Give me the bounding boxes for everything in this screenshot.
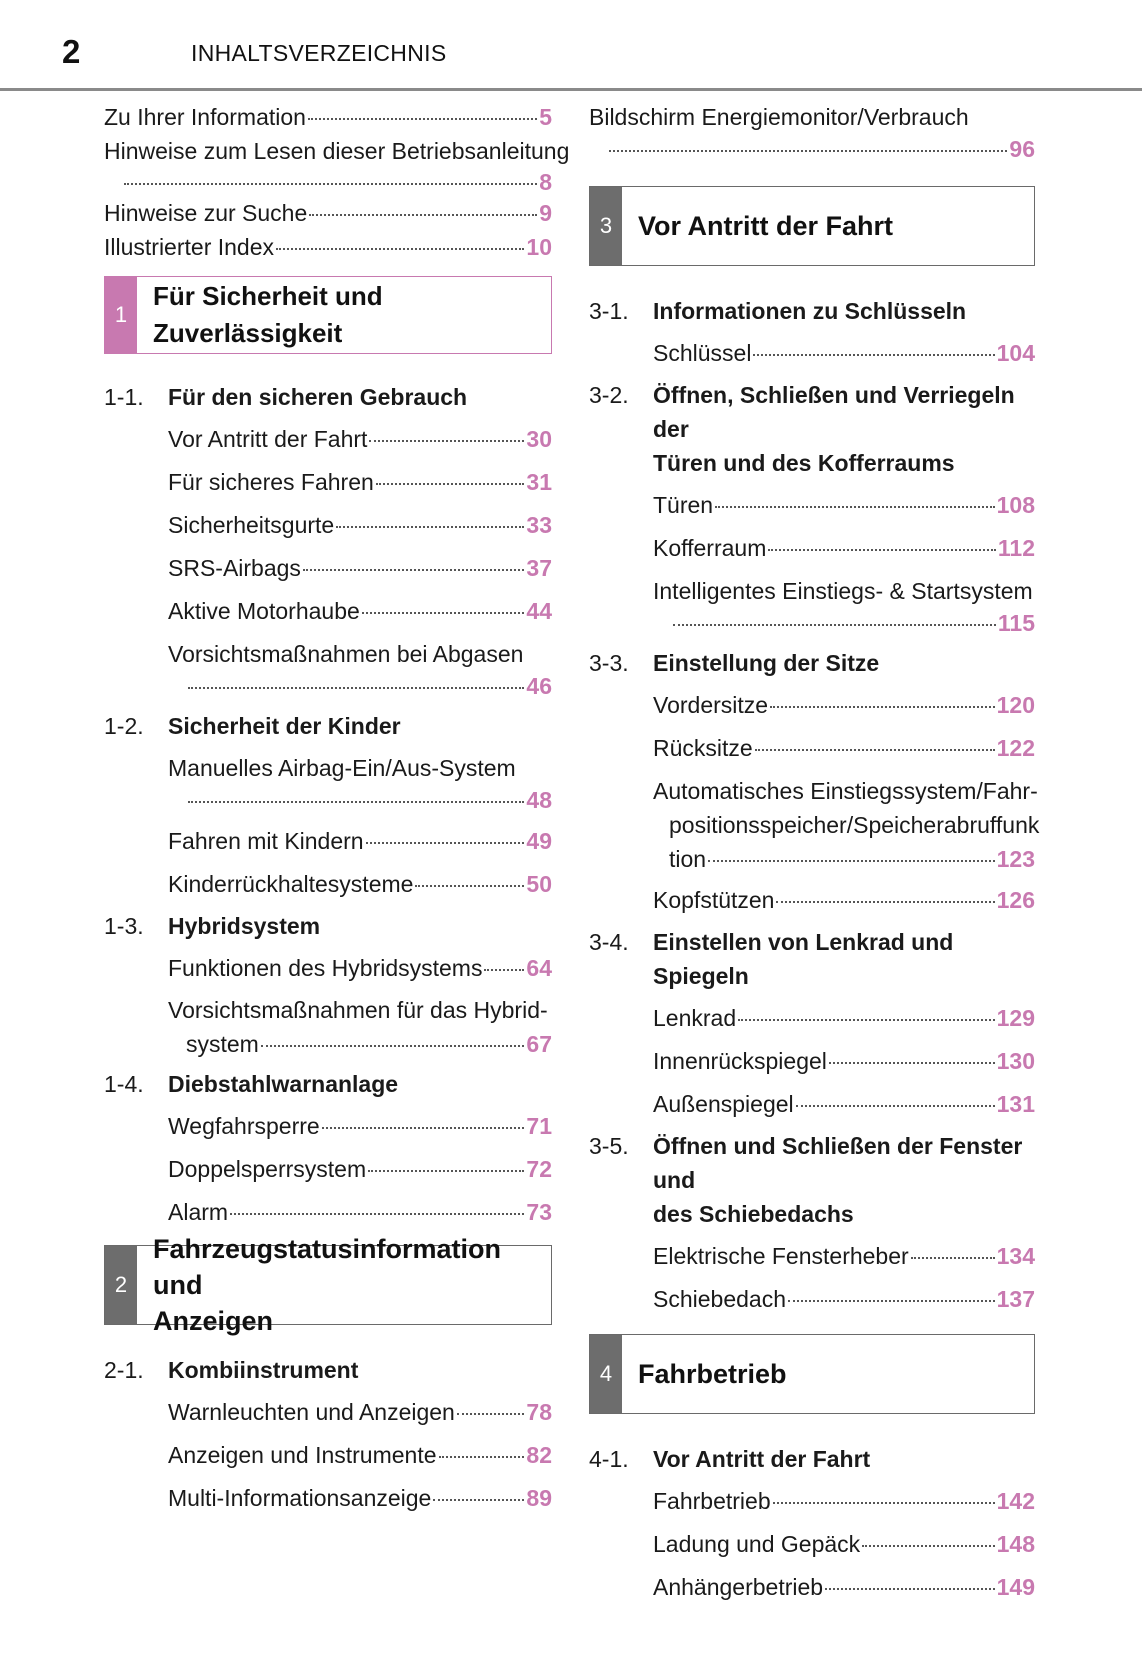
toc-entry[interactable]: Manuelles Airbag-Ein/Aus-System 48 [168, 755, 552, 813]
toc-entry[interactable]: Fahrbetrieb 142 [653, 1488, 1035, 1514]
toc-entry[interactable]: Fahren mit Kindern 49 [168, 828, 552, 854]
chapter-title: Fahrbetrieb [638, 1358, 787, 1389]
page-ref: 9 [539, 200, 552, 226]
section-heading[interactable]: 3-3. Einstellung der Sitze [589, 650, 880, 676]
toc-entry[interactable]: Illustrierter Index 10 [104, 230, 552, 264]
chapter-number: 4 [590, 1335, 622, 1413]
toc-entry[interactable]: Warnleuchten und Anzeigen 78 [168, 1399, 552, 1425]
chapter-2-header[interactable] [104, 1234, 552, 1336]
toc-entry[interactable]: Kofferraum 112 [653, 535, 1035, 561]
section-heading[interactable]: 3-4. Einstellen von Lenkrad und Spiegeln [589, 929, 954, 989]
section-heading[interactable]: 2-1. Kombiinstrument [104, 1357, 359, 1383]
toc-entry[interactable]: Automatisches Einstiegssystem/Fahr- positionsspeicher/Speicherabruffunk tion 123 [653, 778, 1040, 872]
section-heading[interactable]: 1-1. Für den sicheren Gebrauch [104, 384, 468, 410]
page-header [0, 0, 1142, 91]
section-heading[interactable]: 3-2. Öffnen, Schließen und Verriegeln der Türen und des Kofferraums [589, 382, 1015, 476]
toc-entry[interactable]: Elektrische Fensterheber 134 [653, 1243, 1035, 1269]
section-heading[interactable]: 4-1. Vor Antritt der Fahrt [589, 1446, 871, 1472]
chapter-number: 2 [105, 1246, 137, 1324]
toc-entry[interactable]: Lenkrad 129 [653, 1005, 1035, 1031]
toc-left-column [104, 100, 570, 1515]
toc-entry[interactable]: Anhängerbetrieb 149 [653, 1574, 1035, 1600]
toc-entry[interactable]: Sicherheitsgurte 33 [168, 512, 552, 538]
toc-entry[interactable]: Vor Antritt der Fahrt 30 [168, 426, 552, 452]
chapter-title: Fahrzeugstatusinformation und Anzeigen [153, 1234, 502, 1336]
toc-entry[interactable]: Vorsichtsmaßnahmen bei Abgasen 46 [168, 641, 552, 699]
toc-entry[interactable]: Zu Ihrer Information 5 [104, 100, 552, 134]
toc-entry[interactable]: Außenspiegel 131 [653, 1091, 1035, 1117]
toc-entry[interactable]: SRS-Airbags 37 [168, 555, 552, 581]
toc-entry[interactable]: Bildschirm Energiemonitor/Verbrauch 96 [589, 104, 1035, 162]
toc-entry[interactable]: Aktive Motorhaube 44 [168, 598, 552, 624]
chapter-number: 3 [590, 187, 622, 265]
header-title: INHALTSVERZEICHNIS [191, 40, 447, 66]
section-heading[interactable]: 1-2. Sicherheit der Kinder [104, 713, 401, 739]
toc-entry[interactable]: Anzeigen und Instrumente 82 [168, 1442, 552, 1468]
chapter-4-header[interactable] [589, 1334, 1035, 1414]
toc-entry[interactable]: Innenrückspiegel 130 [653, 1048, 1035, 1074]
toc-entry[interactable]: Schiebedach 137 [653, 1286, 1035, 1312]
chapter-title: Vor Antritt der Fahrt [638, 210, 893, 241]
toc-entry[interactable]: Kinderrückhaltesysteme 50 [168, 871, 552, 897]
toc-entry[interactable]: Ladung und Gepäck 148 [653, 1531, 1035, 1557]
chapter-number: 1 [105, 277, 137, 353]
page-ref: 5 [539, 104, 552, 130]
page-ref: 8 [539, 169, 552, 195]
toc-entry[interactable]: Hinweise zur Suche 9 [104, 196, 552, 230]
toc-entry[interactable]: Doppelsperrsystem 72 [168, 1156, 552, 1182]
chapter-3-header[interactable] [589, 186, 1035, 266]
page-number: 2 [62, 33, 81, 70]
page-ref: 10 [526, 234, 552, 260]
toc-entry[interactable]: Rücksitze 122 [653, 735, 1035, 761]
section-heading[interactable]: 1-3. Hybridsystem [104, 913, 321, 939]
toc-entry[interactable]: Alarm 73 [168, 1199, 552, 1225]
toc-entry[interactable]: Für sicheres Fahren 31 [168, 469, 552, 495]
toc-entry[interactable]: Vordersitze 120 [653, 692, 1035, 718]
toc-entry[interactable]: Funktionen des Hybridsystems 64 [168, 955, 552, 981]
section-heading[interactable]: 3-5. Öffnen und Schließen der Fenster und des Schiebedachs [589, 1133, 1023, 1227]
chapter-title: Für Sicherheit und Zuverlässigkeit [153, 281, 383, 348]
toc-entry[interactable]: Intelligentes Einstiegs- & Startsystem 115 [653, 578, 1035, 636]
toc-right-column [589, 100, 1040, 1604]
section-heading[interactable]: 3-1. Informationen zu Schlüsseln [589, 298, 967, 324]
chapter-1-header[interactable] [104, 276, 552, 354]
toc-entry[interactable]: Multi-Informationsanzeige 89 [168, 1485, 552, 1511]
toc-entry[interactable]: Hinweise zum Lesen dieser Betriebsanleitung 8 [104, 138, 570, 195]
toc-entry[interactable]: Vorsichtsmaßnahmen für das Hybrid- system 67 [168, 997, 552, 1057]
toc-entry[interactable]: Türen 108 [653, 492, 1035, 518]
toc-entry[interactable]: Schlüssel 104 [653, 340, 1035, 366]
toc-entry[interactable]: Wegfahrsperre 71 [168, 1113, 552, 1139]
toc-entry[interactable]: Kopfstützen 126 [653, 887, 1035, 913]
section-heading[interactable]: 1-4. Diebstahlwarnanlage [104, 1071, 399, 1097]
